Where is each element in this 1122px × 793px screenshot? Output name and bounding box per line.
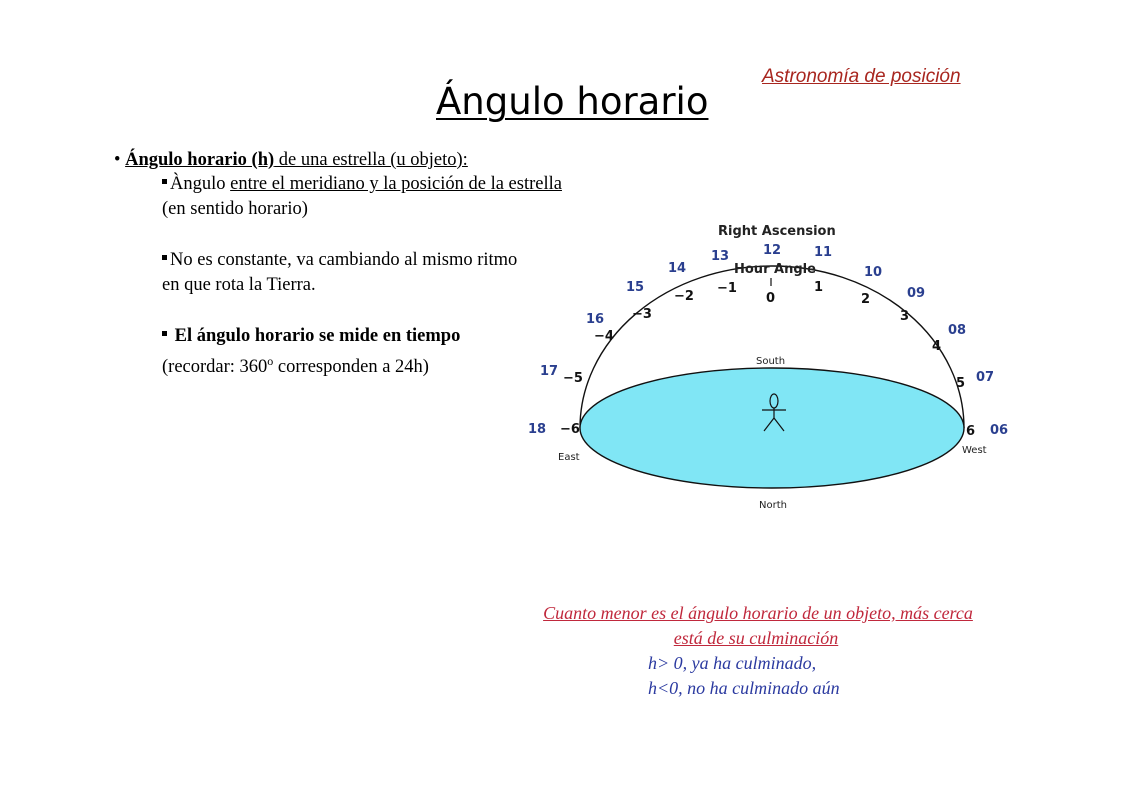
- sub-bullet-definition: [162, 172, 572, 222]
- square-bullet-icon: [162, 179, 167, 184]
- hour-angle-diagram: [520, 214, 1020, 514]
- sub3-rest-a: (recordar: 360: [162, 357, 268, 378]
- bullet-main-bold: Ángulo horario (h): [125, 150, 275, 170]
- note-red-line-2: está de su culminación: [673, 628, 839, 648]
- square-bullet-icon: [162, 255, 167, 260]
- ha-label: −3: [632, 307, 652, 322]
- ra-label: 16: [586, 312, 605, 327]
- west-label: West: [962, 445, 987, 456]
- ha-label: 3: [900, 309, 910, 324]
- east-label: East: [558, 452, 580, 463]
- right-ascension-label: Right Ascension: [718, 224, 836, 239]
- sub-bullet-not-constant: [162, 248, 532, 298]
- page-title: Ángulo horario: [436, 80, 709, 123]
- note-blue-line-2: h<0, no ha culminado aún: [648, 678, 840, 698]
- note-red-line-1: Cuanto menor es el ángulo horario de un objeto, más cerca: [543, 603, 973, 623]
- ra-label: 17: [540, 364, 559, 379]
- note-blue-line-1: h> 0, ya ha culminado,: [648, 653, 817, 673]
- ha-label: 4: [932, 339, 942, 354]
- ra-label: 06: [990, 423, 1009, 438]
- sub3-rest-b: corresponden a 24h): [273, 357, 429, 378]
- ra-label: 13: [711, 249, 730, 264]
- section-title: Astronomía de posición: [762, 66, 961, 87]
- hour-angle-label: Hour Angle: [734, 262, 816, 277]
- south-label: South: [756, 356, 786, 367]
- ha-label: 5: [956, 376, 966, 391]
- ha-label: 1: [814, 280, 824, 295]
- ra-label: 07: [976, 370, 995, 385]
- ra-label: 10: [864, 265, 883, 280]
- ra-label: 15: [626, 280, 645, 295]
- ha-label: −2: [674, 289, 694, 304]
- sub3-sup: o: [267, 354, 274, 368]
- ra-label: 18: [528, 422, 547, 437]
- sub-bullet-measured-in-time: [162, 324, 532, 380]
- bullet-main-text: [125, 150, 468, 170]
- square-bullet-icon: [162, 331, 167, 336]
- ha-label: −6: [560, 422, 580, 437]
- ha-label: −4: [594, 329, 614, 344]
- sub1-text-b: entre el meridiano y la posición de la estrella: [230, 174, 562, 194]
- sub1-text-c: (en sentido horario): [162, 199, 308, 219]
- ra-label: 12: [763, 243, 782, 258]
- ha-label: −1: [717, 281, 737, 296]
- ra-label: 09: [907, 286, 926, 301]
- north-label: North: [759, 500, 787, 511]
- bullet-main: [114, 148, 468, 173]
- ra-label: 08: [948, 323, 967, 338]
- sub2-text: No es constante, va cambiando al mismo ritmo en que rota la Tierra.: [162, 250, 518, 295]
- ra-label: 11: [814, 245, 833, 260]
- ha-label: 0: [766, 291, 776, 306]
- sub3-bold: El ángulo horario se mide en tiempo: [170, 326, 461, 346]
- ha-label: −5: [563, 371, 583, 386]
- horizon-ellipse: [580, 368, 964, 488]
- ha-label: 6: [966, 424, 976, 439]
- sub1-text-a: Àngulo: [170, 174, 231, 194]
- ra-label: 14: [668, 261, 687, 276]
- bullet-main-rest: de una estrella (u objeto):: [274, 150, 468, 170]
- bullet-dot: •: [114, 150, 121, 170]
- ha-label: 2: [861, 292, 871, 307]
